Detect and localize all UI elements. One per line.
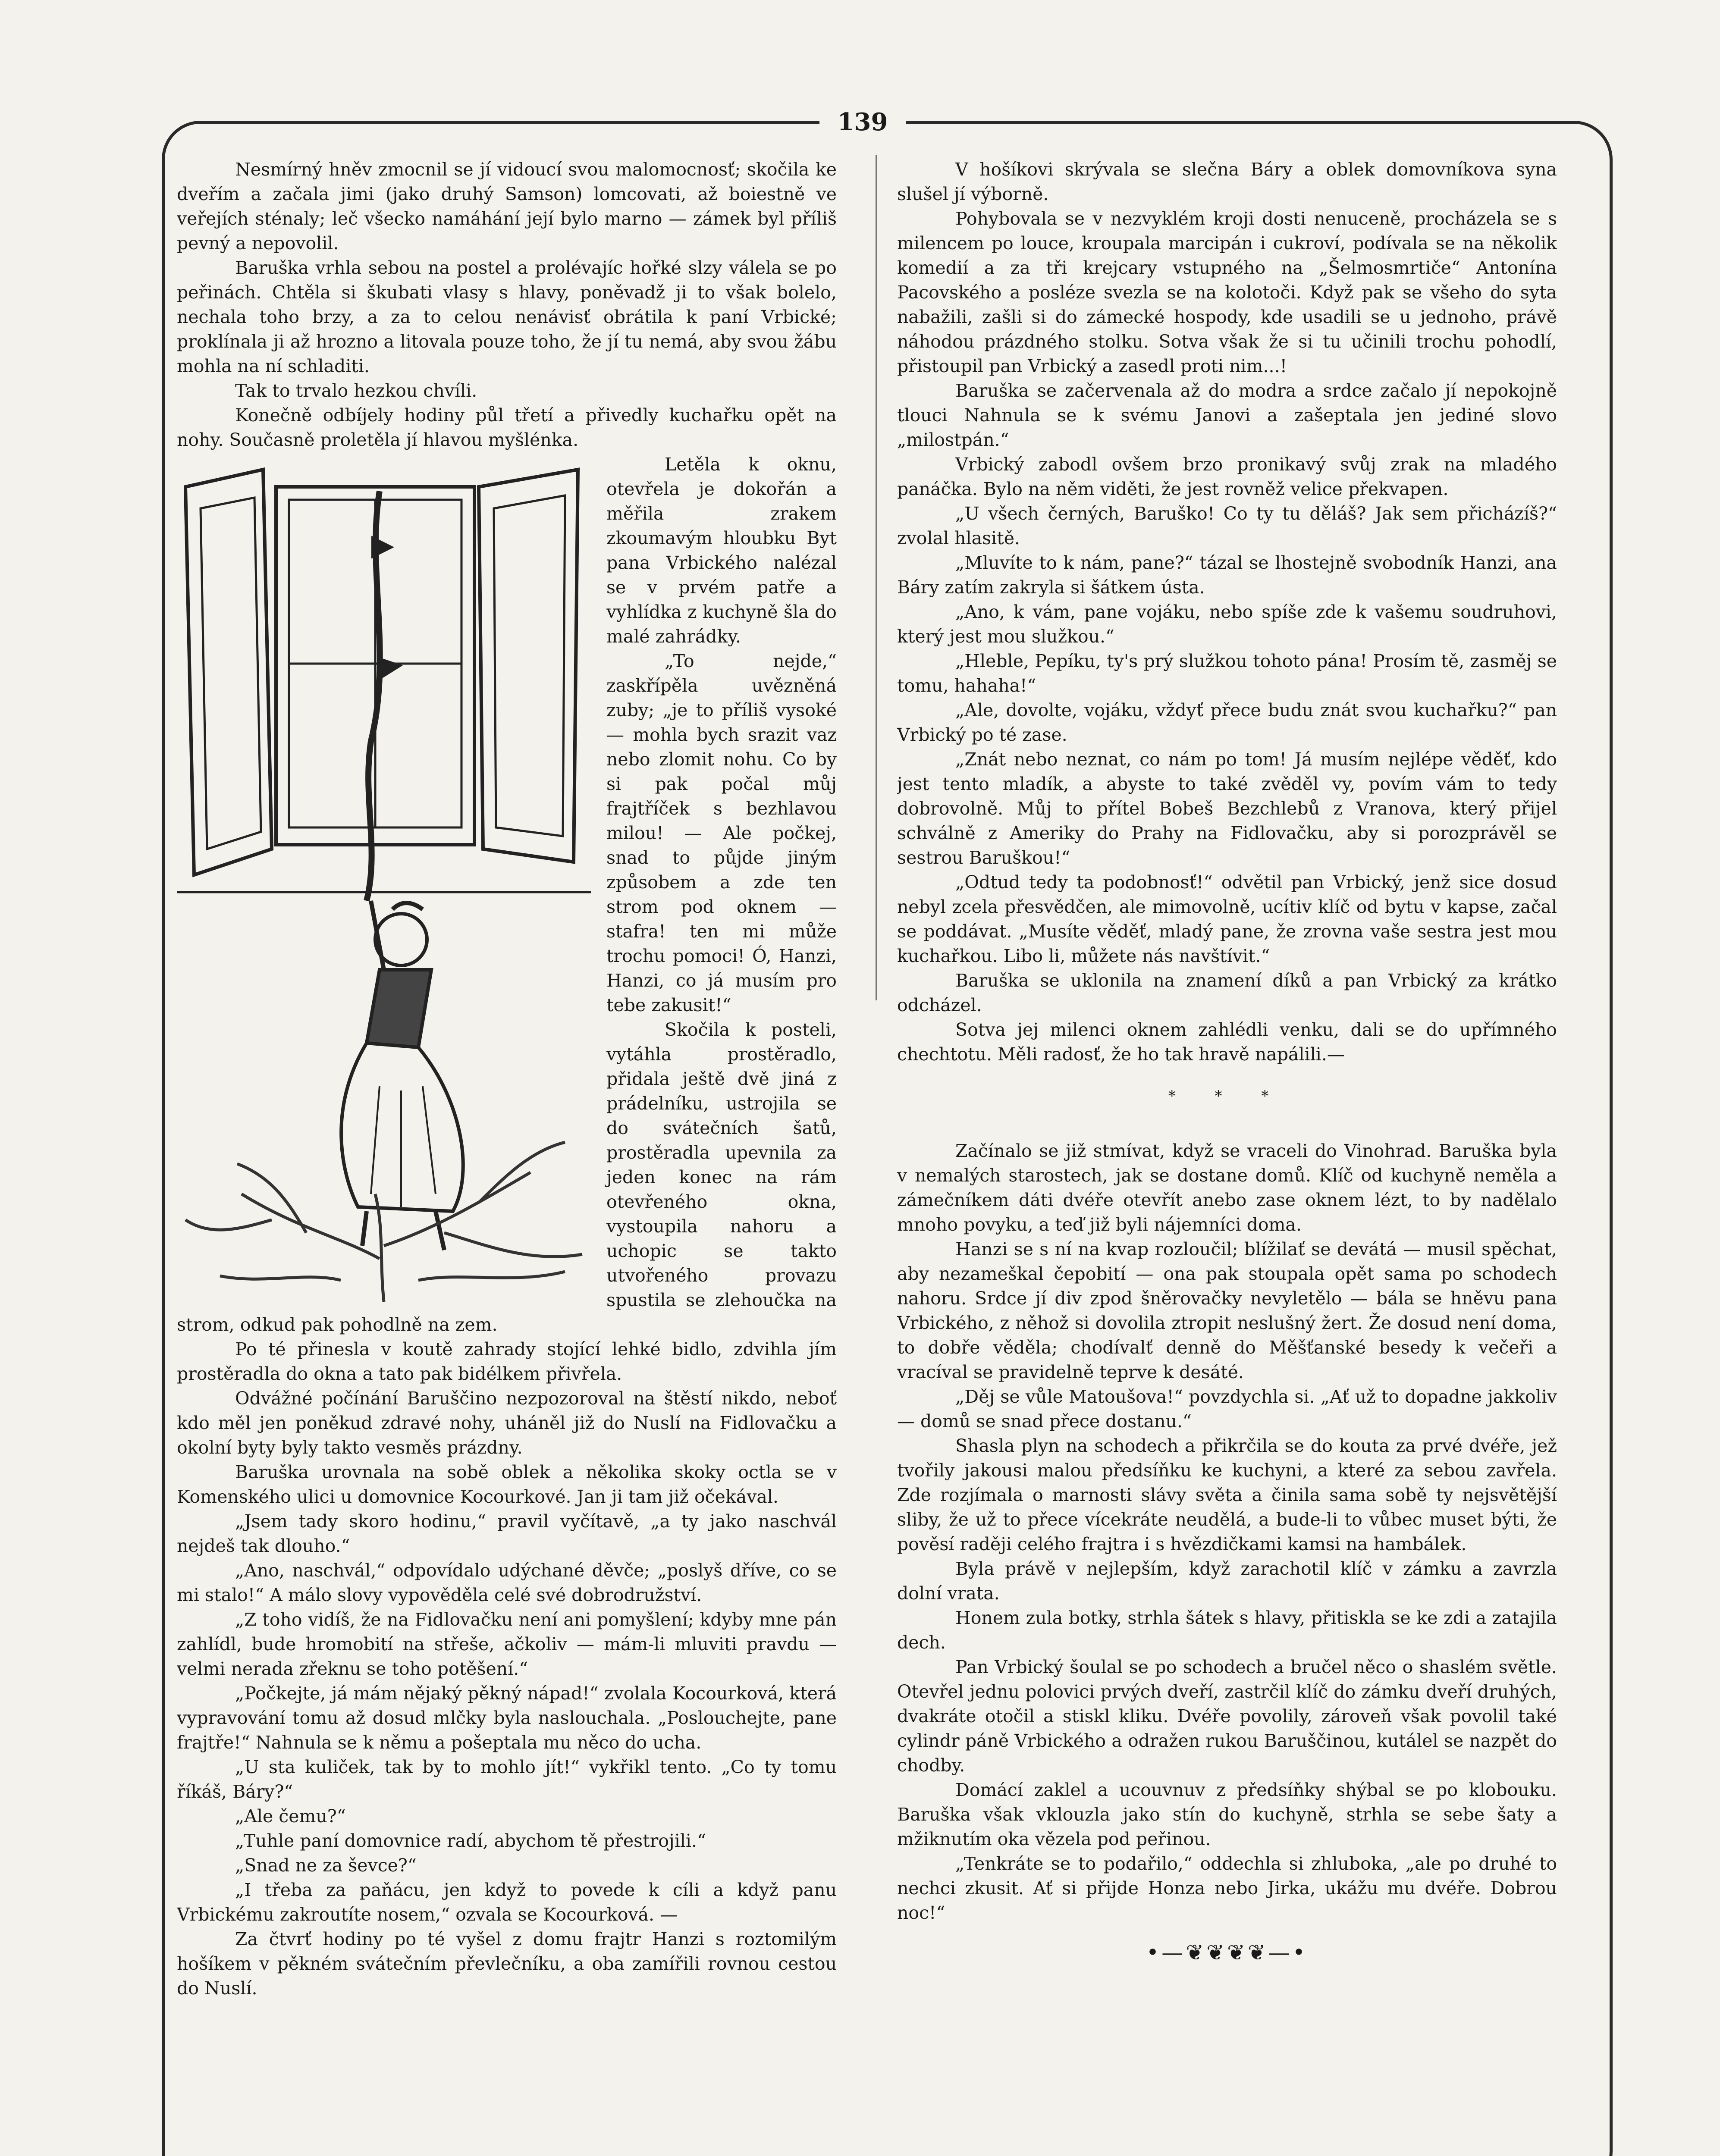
paragraph: „Snad ne za ševce?“ — [235, 1855, 417, 1876]
paragraph: Byla právě v nejlepším, když zarachotil klíč v zámku a zavrzla dolní vrata. — [897, 1558, 1557, 1604]
paragraph: Domácí zaklel a ucouvnuv z předsíňky shýbal se po klobouku. Baruška však vklouzla jako stín do kuchyně, strhla se sebe šaty a mžiknutím oka vězela pod peřinou. — [897, 1780, 1557, 1849]
paragraph: Za čtvrť hodiny po té vyšel z domu frajtr Hanzi s roztomilým hošíkem v pěkném svátečním převlečníku, a oba zamířili rovnou cestou do Nuslí. — [177, 1929, 837, 1999]
paragraph: Pan Vrbický šoulal se po schodech a bručel něco o shaslém světle. Otevřel jednu polovici prvých dveří, zastrčil klíč do zámku dveří druhých, dvakráte otočil a stiskl kliku. Dvéře povolily, zároveň však povolil také cylindr páně Vrbického a odražen rukou Baruščinou, kutálel se nazpět do chodby. — [897, 1657, 1557, 1776]
paragraph: Shasla plyn na schodech a přikrčila se do kouta za prvé dvéře, jež tvořily jakousi malou předsíňku ke kuchyni, a které za sebou zavřela. Zde rozjímala o marnosti slávy světa a činila sama sobě ty nejsvětější sliby, že už to přece vícekráte neudělá, a bude-li to vůbec muset býti, že pověsí raději celého frajtra i s hvězdičkami kamsi na hambálek. — [897, 1435, 1557, 1554]
paragraph: „Počkejte, já mám nějaký pěkný nápad!“ zvolala Kocourková, která vypravování tomu až dosud mlčky byla naslouchala. „Poslouchejte, pane frajtře!“ Nahnula se k němu a pošeptala mu něco do ucha. — [177, 1683, 837, 1753]
paragraph: „Ale, dovolte, vojáku, vždyť přece budu znát svou kuchařku?“ pan Vrbický po té zase. — [897, 700, 1557, 745]
paragraph: „Tuhle paní domovnice radí, abychom tě přestrojili.“ — [235, 1830, 706, 1851]
paragraph: Sotva jej milenci oknem zahlédli venku, dali se do upřímného chechtotu. Měli radosť, že ho tak hravě napálili.— — [897, 1019, 1557, 1065]
paragraph: Letěla k oknu, otevřela je dokořán a měřila zrakem zkoumavým hloubku Byt pana Vrbického nalézal se v prvém patře a vyhlídka z kuchyně šla do malé zahrádky. — [606, 454, 837, 647]
illustration-woman-window — [177, 461, 591, 1302]
paragraph: Honem zula botky, strhla šátek s hlavy, přitiskla se ke zdi a zatajila dech. — [897, 1608, 1557, 1653]
paragraph: „U sta kuliček, tak by to mohlo jít!“ vykřikl tento. „Co ty tomu říkáš, Báry?“ — [177, 1757, 837, 1802]
left-column — [177, 157, 837, 2098]
page-number: 139 — [819, 108, 906, 136]
left-top-text — [177, 157, 837, 452]
paragraph: „To nejde,“ zaskřípěla uvězněná zuby; „je to příliš vysoké — mohla bych srazit vaz nebo zlomit nohu. Co by si pak počal můj frajtříček s bezhlavou milou! — Ale počkej, snad to půjde jiným způsobem a zde ten strom pod oknem — stafra! ten mi může trochu pomoci! Ó, Hanzi, Hanzi, co já musím pro tebe zakusit!“ — [606, 651, 837, 1015]
paragraph: „Ale čemu?“ — [235, 1806, 346, 1827]
paragraph: „Z toho vidíš, že na Fidlovačku není ani pomyšlení; kdyby mne pán zahlídl, bude hromobití na střeše, ačkoliv — mám-li mluviti pravdu — velmi nerada zřeknu se toho potěšení.“ — [177, 1609, 837, 1679]
paragraph: „I třeba za paňácu, jen když to povede k cíli a když panu Vrbickému zakroutíte nosem,“ ozvala se Kocourková. — — [177, 1880, 837, 1925]
right-bottom-text — [897, 1139, 1557, 1925]
paragraph: „Děj se vůle Matoušova!“ povzdychla si. „Ať už to dopadne jakkoliv — domů se snad přece dostanu.“ — [897, 1386, 1557, 1432]
column-divider — [876, 155, 877, 1000]
right-top-text — [897, 157, 1557, 1067]
paragraph: „Odtud tedy ta podobnosť!“ odvětil pan Vrbický, jenž sice dosud nebyl zcela přesvědčen, ale mimovolně, ucítiv klíč od bytu v kapse, začal se poddávat. „Musíte věděť, mladý pane, že zrovna vaše sestra jest mou kuchařkou. Libo li, můžete nás navštívit.“ — [897, 872, 1557, 966]
illustration-drawing — [177, 461, 591, 1302]
paragraph: „Jsem tady skoro hodinu,“ pravil vyčítavě, „a ty jako naschvál nejdeš tak dlouho.“ — [177, 1511, 837, 1556]
paragraph: Odvážné počínání Baruščino nezpozoroval na štěstí nikdo, neboť kdo měl jen poněkud zdravé nohy, uháněl již do Nuslí na Fidlovačku a okolní byty byly takto vesměs prázdny. — [177, 1388, 837, 1458]
paragraph: Tak to trvalo hezkou chvíli. — [235, 380, 477, 401]
paragraph: Nesmírný hněv zmocnil se jí vidoucí svou malomocnosť; skočila ke dveřím a začala jimi (jako druhý Samson) lomcovati, až boiestně ve veřejích sténaly; leč všecko namáhání její bylo marno — zámek byl příliš pevný a nepovolil. — [177, 159, 837, 254]
paragraph: Baruška urovnala na sobě oblek a několika skoky octla se v Komenského ulici u domovnice Kocourkové. Jan ji tam již očekával. — [177, 1462, 837, 1507]
section-separator: * * * — [1168, 1087, 1286, 1105]
paragraph: Vrbický zabodl ovšem brzo pronikavý svůj zrak na mladého panáčka. Bylo na něm viděti, že jest rovněž velice překvapen. — [897, 454, 1557, 499]
end-ornament: •—❦❦❦❦—• — [1146, 1940, 1308, 1965]
paragraph: Konečně odbíjely hodiny půl třetí a přivedly kuchařku opět na nohy. Současně proletěla jí hlavou myšlénka. — [177, 405, 837, 450]
paragraph: Baruška se začervenala až do modra a srdce začalo jí nepokojně tlouci Nahnula se k svému Janovi a zašeptala jen jediné slovo „milostpán.“ — [897, 380, 1557, 450]
paragraph: Začínalo se již stmívat, když se vraceli do Vinohrad. Baruška byla v nemalých starostech, jak se dostane domů. Klíč od kuchyně neměla a zámečníkem dáti dvéře otevřít anebo zase oknem lézt, to by nadělalo mnoho povyku, a teď již byli nájemníci doma. — [897, 1141, 1557, 1235]
paragraph: Hanzi se s ní na kvap rozloučil; blížilať se devátá — musil spěchat, aby nezameškal čepobití — ona pak stoupala opět sama po schodech nahoru. Srdce jí div zpod šněrovačky nevyletělo — bála se hněvu pana Vrbického, z něhož si dovolila ztropit neslušný žert. Že dosud není doma, to dobře věděla; chodívalť denně do Měšťanské besedy k večeři a vracíval se pravidelně teprve k desáté. — [897, 1239, 1557, 1382]
paragraph: „Ano, naschvál,“ odpovídalo udýchané děvče; „poslyš dříve, co se mi stalo!“ A málo slovy vypověděla celé své dobrodružství. — [177, 1560, 837, 1605]
paragraph: V hošíkovi skrývala se slečna Báry a oblek domovníkova syna slušel jí výborně. — [897, 159, 1557, 204]
paragraph: „Znát nebo neznat, co nám po tom! Já musím nejlépe věděť, kdo jest tento mladík, a abyste to také zvěděl vy, povím vám to tedy dobrovolně. Můj to přítel Bobeš Bezchlebů z Vranova, který přijel schválně z Ameriky do Prahy na Fidlovačku, aby si porozprávěl se sestrou Baruškou!“ — [897, 749, 1557, 868]
paragraph: Pohybovala se v nezvyklém kroji dosti nenuceně, procházela se s milencem po louce, kroupala marcipán i cukroví, podívala se na několik komedií a za tři krejcary vstupného na „Šelmosmrtiče“ Antonína Pacovského a posléze svezla se na kolotoči. Když pak se všeho do syta nabažili, zašli si do zámecké hospody, kde usadili se u jednoho, právě náhodou prázdného stolku. Sotva však že si tu učinili trochu pohodlí, přistoupil pan Vrbický a zasedl proti nim...! — [897, 208, 1557, 376]
right-column — [897, 157, 1557, 2068]
paragraph: „Tenkráte se to podařilo,“ oddechla si zhluboka, „ale po druhé to nechci zkusit. Ať si přijde Honza nebo Jirka, ukážu mu dvéře. Dobrou noc!“ — [897, 1853, 1557, 1923]
left-bottom-text — [177, 1337, 837, 2001]
paragraph: Baruška se uklonila na znamení díků a pan Vrbický za krátko odcházel. — [897, 970, 1557, 1015]
paragraph: „Ano, k vám, pane vojáku, nebo spíše zde k vašemu soudruhovi, který jest mou služkou.“ — [897, 602, 1557, 647]
paragraph: Skočila k posteli, vytáhla prostěradlo, přidala ještě dvě jiná z prádelníku, ustrojila se do svátečních šatů, prostěradla upevnila za jeden konec na rám otevřeného okna, vystoupila nahoru a uchopic se takto utvořeného provazu spustila se zlehoučka na strom, odkud pak pohodlně na zem. — [177, 1019, 837, 1335]
paragraph: Po té přinesla v koutě zahrady stojící lehké bidlo, zdvihla jím prostěradla do okna a tato pak bidélkem přivřela. — [177, 1339, 837, 1384]
paragraph: „Mluvíte to k nám, pane?“ tázal se lhostejně svobodník Hanzi, ana Báry zatím zakryla si šátkem ústa. — [897, 552, 1557, 598]
paragraph: Baruška vrhla sebou na postel a prolévajíc hořké slzy válela se po peřinách. Chtěla si škubati vlasy s hlavy, poněvadž ji to však bolelo, nechala toho brzy, a za to celou nenávisť obrátila k paní Vrbické; proklínala ji až hrozno a litovala pouze toho, že jí tu nemá, aby svou žábu mohla na ní schladiti. — [177, 257, 837, 376]
paragraph: „Hleble, Pepíku, ty's prý služkou tohoto pána! Prosím tě, zasměj se tomu, hahaha!“ — [897, 651, 1557, 696]
paragraph: „U všech černých, Baruško! Co ty tu děláš? Jak sem přicházíš?“ zvolal hlasitě. — [897, 503, 1557, 548]
